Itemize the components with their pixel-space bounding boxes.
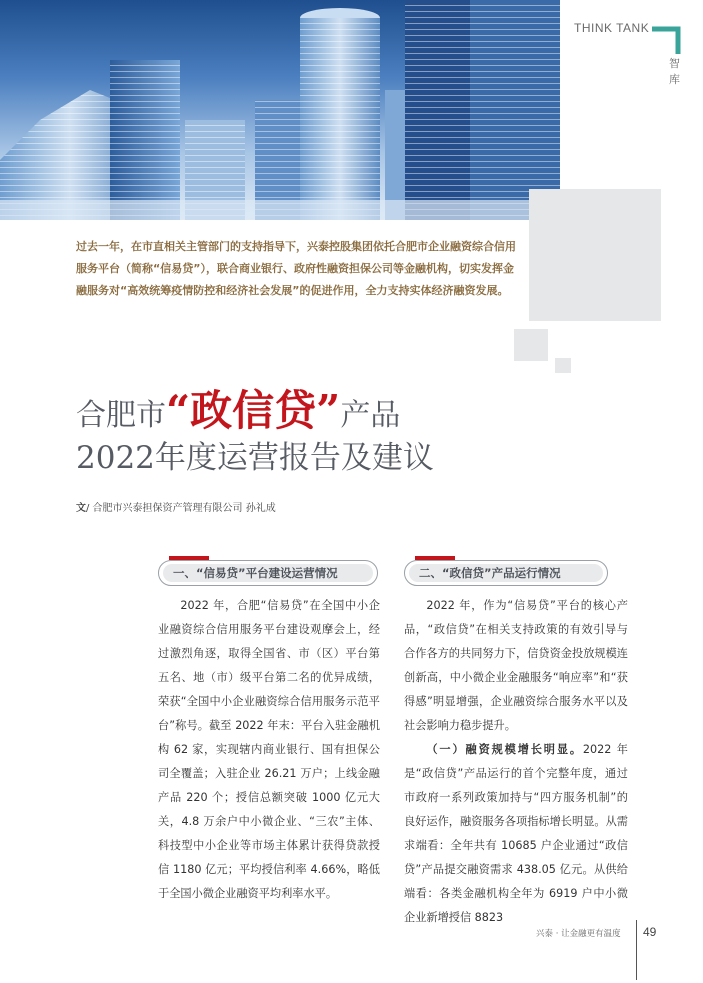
title-emphasis: “政信贷”: [166, 386, 341, 435]
section1-body: 2022 年，合肥“信易贷”在全国中小企业融资综合信用服务平台建设观摩会上，经过激烈角逐，取得全国省、市（区）平台第五名、地（市）级平台第二名的优异成绩，荣获“全国中小企业融资综合信用服务示范平台”称号。截至 2022 年末：平台入驻金融机构 62 家，实现辖内商业银行、国有担保公司全覆盖；入驻企业 26.21 万户；上线金融产品 220 个；授信总额突破 1000 亿元大关，4.8 万余户中小微企业、“三农”主体、科技型中小企业等市场主体累计获得贷款授信 1180 亿元；平均授信利率 4.66%，略低于全国小微企业融资平均利率水平。: [158, 599, 380, 900]
skyscrapers-illustration: [0, 0, 560, 220]
section2-body: 2022 年，作为“信易贷”平台的核心产品，“政信贷”在相关支持政策的有效引导与合作各方的共同努力下，信贷资金投放规模连创新高，中小微企业金融服务“响应率”和“获得感”明显增强，企业融资综合服务水平以及社会影响力稳步提升。: [404, 599, 628, 732]
decorative-square: [529, 189, 661, 321]
section2-subsection: [404, 738, 628, 930]
decorative-square: [555, 358, 571, 373]
section-label: 智库: [669, 57, 680, 86]
section1-column: [158, 594, 380, 906]
section2-heading: 二、“政信贷”产品运行情况: [409, 564, 603, 582]
section2-heading-pill: [404, 560, 608, 586]
corner-bracket-icon: [652, 26, 682, 54]
title-prefix: 合肥市: [76, 398, 166, 433]
page-number: 49: [643, 925, 657, 939]
subsection-body: 2022 年是“政信贷”产品运行的首个完整年度，通过市政府一系列政策加持与“四方服务机制”的良好运作，融资服务各项指标增长明显。从需求端看：全年共有 10685 户企业通过“政信贷”产品提交融资需求 438.05 亿元。从供给端看：各类金融机构全年为 6919 户中小微企业新增授信 8823: [404, 743, 628, 924]
footer-divider: [636, 920, 637, 980]
footer-slogan: 兴泰 · 让金融更有温度: [536, 929, 621, 939]
decorative-square: [514, 329, 548, 361]
section1-heading-pill: [158, 560, 378, 586]
section1-heading: 一、“信易贷”平台建设运营情况: [163, 564, 373, 582]
byline-label: 文: [76, 503, 86, 514]
heading-accent-bar: [169, 556, 209, 560]
article-title-line1: [76, 378, 400, 438]
hero-image: [0, 0, 560, 220]
subsection-heading: （一）融资规模增长明显。: [426, 743, 583, 756]
intro-paragraph: 过去一年，在市直相关主管部门的支持指导下，兴泰控股集团依托合肥市企业融资综合信用服务平台（简称“信易贷”），联合商业银行、政府性融资担保公司等金融机构，切实发挥金融服务对“高效统筹疫情防控和经济社会发展”的促进作用，全力支持实体经济融资发展。: [76, 240, 516, 297]
title-suffix: 产品: [340, 398, 401, 433]
article-title-line2: 2022年度运营报告及建议: [76, 440, 434, 476]
heading-accent-bar: [415, 556, 455, 560]
think-tank-label: THINK TANK: [574, 21, 650, 35]
byline: [76, 499, 276, 514]
byline-text: / 合肥市兴泰担保资产管理有限公司 孙礼成: [86, 503, 276, 514]
section2-column: [404, 594, 628, 930]
